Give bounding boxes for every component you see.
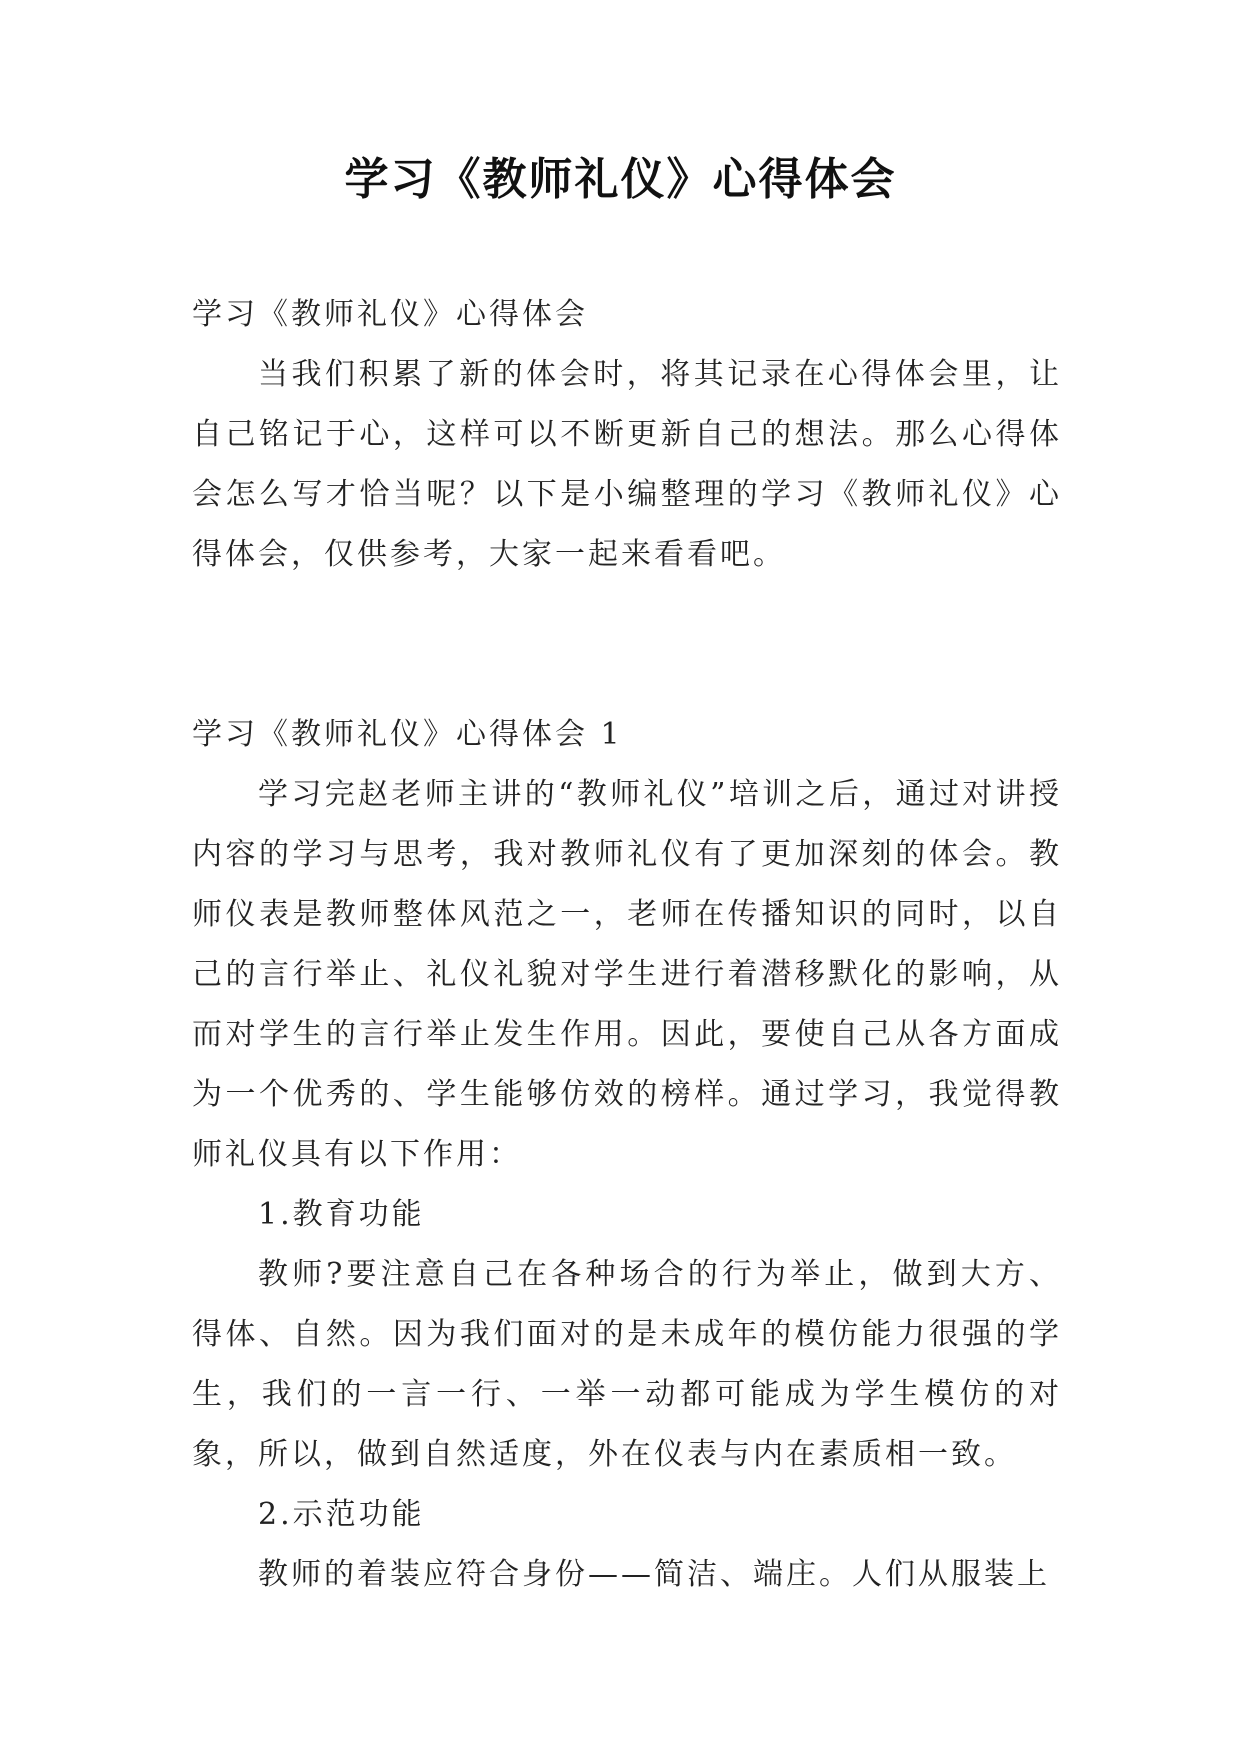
section-heading: 学习《教师礼仪》心得体会 1: [192, 717, 623, 752]
section-paragraph: 学习完赵老师主讲的“教师礼仪”培训之后，通过对讲授内容的学习与思考，我对教师礼仪有了更加深刻的体会。教师仪表是教师整体风范之一，老师在传播知识的同时，以自己的言行举止、礼仪礼貌对学生进行着潜移默化的影响，从而对学生的言行举止发生作用。因此，要使自己从各方面成为一个优秀的、学生能够仿效的榜样。通过学习，我觉得教师礼仪具有以下作用：: [192, 777, 1062, 1172]
subtitle: 学习《教师礼仪》心得体会: [192, 297, 588, 332]
point-text-education: 教师?要注意自己在各种场合的行为举止，做到大方、得体、自然。因为我们面对的是未成年的模仿能力很强的学生，我们的一言一行、一举一动都可能成为学生模仿的对象，所以，做到自然适度，外在仪表与内在素质相一致。: [192, 1257, 1062, 1472]
document-body: [192, 285, 1062, 1605]
point-heading-education: 1.教育功能: [258, 1197, 425, 1232]
point-heading-demonstration: 2.示范功能: [258, 1497, 425, 1532]
paragraph-spacer: [192, 585, 1062, 705]
point-text-demonstration: 教师的着装应符合身份——简洁、端庄。人们从服装上: [258, 1557, 1050, 1592]
document-title: 学习《教师礼仪》心得体会: [344, 154, 897, 205]
intro-paragraph: 当我们积累了新的体会时，将其记录在心得体会里，让自己铭记于心，这样可以不断更新自己的想法。那么心得体会怎么写才恰当呢？以下是小编整理的学习《教师礼仪》心得体会，仅供参考，大家一起来看看吧。: [192, 357, 1062, 572]
